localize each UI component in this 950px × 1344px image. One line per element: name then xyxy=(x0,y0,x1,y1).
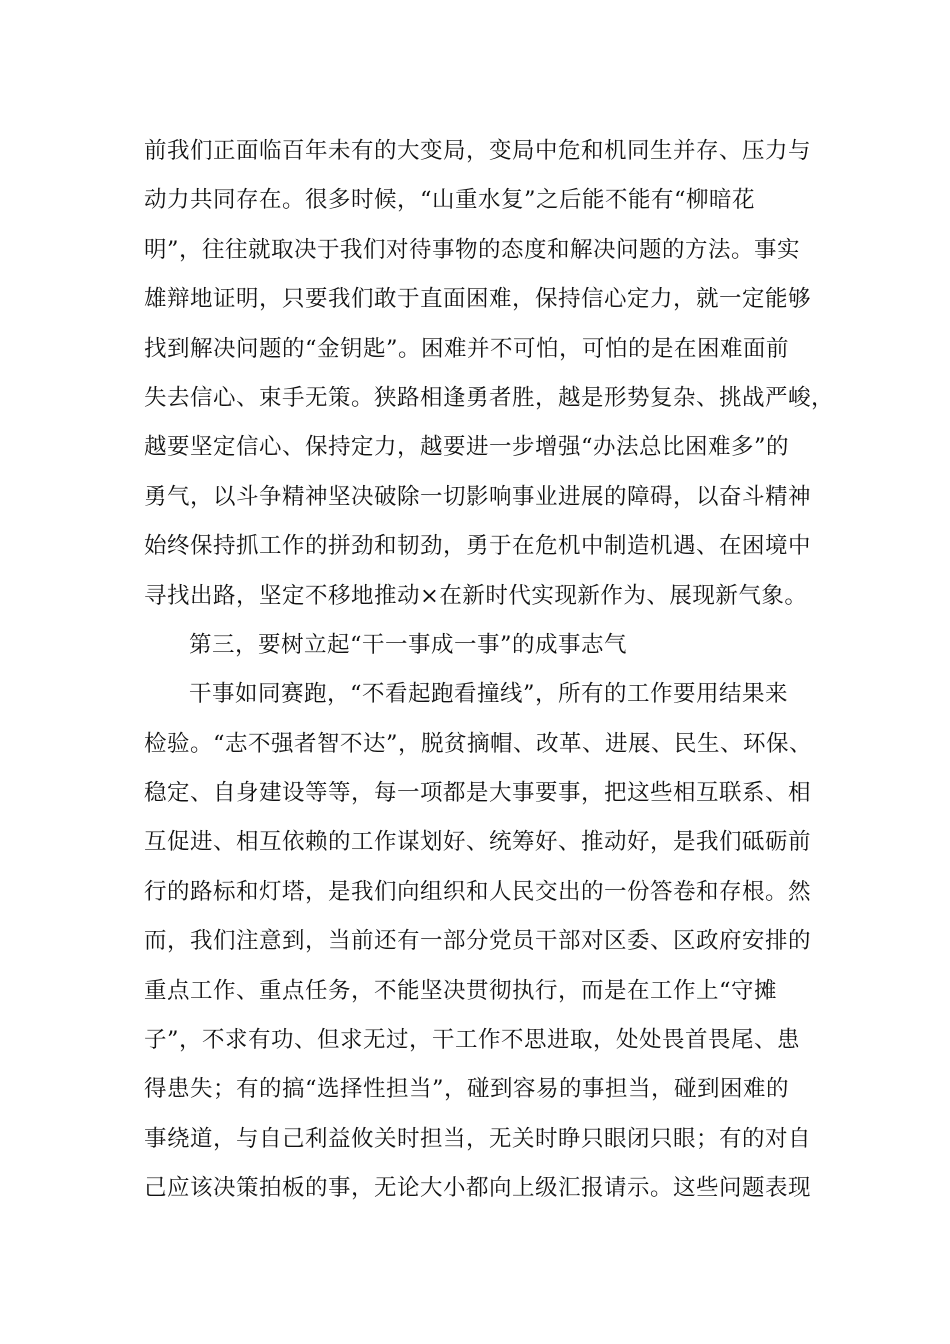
text-line: 越要坚定信心、保持定力，越要进一步增强“办法总比困难多”的 xyxy=(144,434,790,461)
text-line: 始终保持抓工作的拼劲和韧劲，勇于在危机中制造机遇、在困境中 xyxy=(144,533,812,560)
text-line: 稳定、自身建设等等，每一项都是大事要事，把这些相互联系、相 xyxy=(144,780,812,807)
section-heading: 第三，要树立起“干一事成一事”的成事志气 xyxy=(189,631,628,658)
text-line: 找到解决问题的“金钥匙”。困难并不可怕，可怕的是在困难面前 xyxy=(144,335,790,362)
text-line: 重点工作、重点任务，不能坚决贯彻执行，而是在工作上“守摊 xyxy=(144,977,778,1004)
text-line: 前我们正面临百年未有的大变局，变局中危和机同生并存、压力与 xyxy=(144,138,812,164)
text-line: 检验。“志不强者智不达”，脱贫摘帽、改革、进展、民生、环保、 xyxy=(144,730,813,757)
text-line: 子”，不求有功、但求无过，干工作不思进取，处处畏首畏尾、患 xyxy=(144,1027,801,1054)
body-text xyxy=(144,127,834,1214)
text-line: 互促进、相互依赖的工作谋划好、统筹好、推动好，是我们砥砺前 xyxy=(144,829,812,856)
text-line: 行的路标和灯塔，是我们向组织和人民交出的一份答卷和存根。然 xyxy=(144,878,812,905)
text-line: 而，我们注意到，当前还有一部分党员干部对区委、区政府安排的 xyxy=(144,928,812,955)
text-line: 明”，往往就取决于我们对待事物的态度和解决问题的方法。事实 xyxy=(144,236,801,263)
text-line: 己应该决策拍板的事，无论大小都向上级汇报请示。这些问题表现 xyxy=(144,1175,812,1202)
text-line: 勇气，以斗争精神坚决破除一切影响事业进展的障碍，以奋斗精神 xyxy=(144,483,812,510)
text-line: 寻找出路，坚定不移地推动×在新时代实现新作为、展现新气象。 xyxy=(144,582,808,609)
text-line: 失去信心、束手无策。狭路相逢勇者胜，越是形势复杂、挑战严峻， xyxy=(144,384,835,411)
text-line: 得患失；有的搞“选择性担当”，碰到容易的事担当，碰到困难的 xyxy=(144,1076,790,1103)
paragraph-first-line: 干事如同赛跑，“不看起跑看撞线”，所有的工作要用结果来 xyxy=(189,681,789,708)
text-line: 雄辩地证明，只要我们敢于直面困难，保持信心定力，就一定能够 xyxy=(144,286,812,313)
text-line: 事绕道，与自己利益攸关时担当，无关时睁只眼闭只眼；有的对自 xyxy=(144,1125,812,1152)
text-line: 动力共同存在。很多时候，“山重水复”之后能不能有“柳暗花 xyxy=(144,187,756,214)
